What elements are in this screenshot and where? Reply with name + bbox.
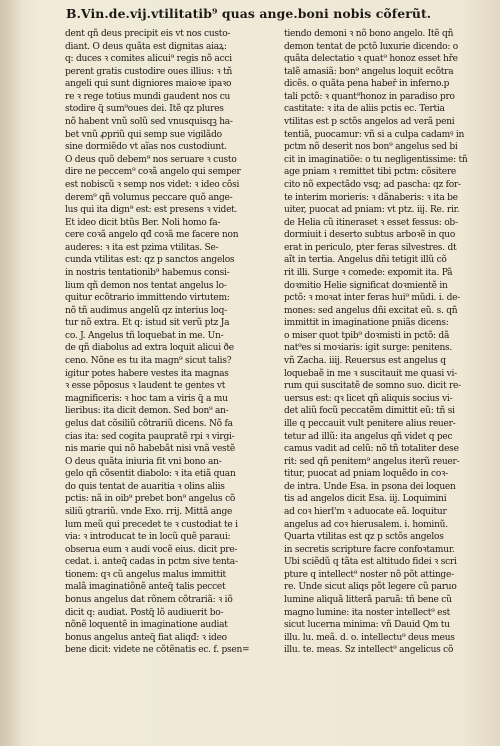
text-line: cunda vtilitas est: qz p sanctos angelos [65,255,235,266]
text-line: magnificeris: ꝛ hoc tam a viris q̃ a mu [65,393,228,404]
text-line: castitate: ꝛ ita de aliis pctis ec. Tertia [284,104,445,115]
running-header: B.Vin.de.vij.vtilitatib⁹ quas ange.boni nobis cõferũt. [66,6,432,21]
text-line: pctõ: ꝛ moꝛat inter feras hui⁹ mũdi. i. de- [284,293,461,304]
text-line: obserua eum ꝛ audi vocẽ eius. dicit pre- [65,544,238,555]
text-line: ille q peccauit vult penitere alius reuer- [284,418,456,429]
text-line: tentiã, puocamur: vñ si a culpa cadamꝰ in [284,129,465,140]
text-line: gelus dat cõsiliũ cõtrariũ dicens. Nõ fa [65,418,233,429]
text-line: bene dicit: videte ne cõtẽnatis ec. f. psen= [65,645,250,656]
text-line: tetur ad illũ: ita angelus qñ videt q pec [284,431,453,442]
text-line: O deus quõ debem⁹ nos seruare ꝛ custo [65,154,237,165]
text-line: aĩt in tertia. Angelus dñi tetigit illũ cõ [284,255,447,266]
text-line: o miser quot tpib⁹ doꝛmisti in pctõ: dã [284,330,450,341]
text-line: igitur potes habere vestes ita magnas [65,368,229,379]
text-line: cedat. i. anteq̃ cadas in pctm sive tenta- [65,557,238,568]
text-line: lumine aliquã litterã paruã: tñ bene cũ [284,595,452,606]
text-line: age pniam ꝛ remittet tibi pctm: cõsitere [284,167,457,178]
text-line: sicut lucerna minima: vñ Dauid Qm tu [284,620,450,631]
text-line: de intra. Unde Esa. in psona dei loquen [284,481,456,492]
text-line: tis ad angelos dicit Esa. iij. Loquimini [284,494,447,505]
text-line: rit illi. Surge ꝛ comede: expomit ita. Pã [284,267,453,278]
text-line: erat in periculo, pter feras silvestres. dt [284,242,457,253]
left-text-column [65,28,279,657]
text-line: illu. te. meas. Sz intellect⁹ angelicus cõ [284,645,454,656]
text-line: dent qñ deus precipit eis vt nos custo- [65,29,231,39]
text-line: in secretis scripture facre confoꝛtamur. [284,544,455,555]
text-line: nõ habent vnũ solũ sed vnusquisqꝫ ha- [65,117,233,128]
text-line: lus qui ita dign⁹ est: est presens ꝛ videt. [65,205,238,216]
text-line: angelus ad coꝛ hierusalem. i. hominũ. [284,519,448,530]
text-line: loquebaẽ in me ꝛ suscitauit me quasi vi- [284,368,457,379]
text-line: mones: sed angelus dñi excitat eũ. s. qñ [284,305,458,316]
text-line: nõnẽ loquentẽ in imaginatione audiat [65,620,228,631]
text-line: cere coꝛã angelo qđ coꝛã me facere non [65,230,239,241]
text-line: angeli qui sunt digniores maioꝛe ipaꝛo [65,79,232,90]
text-line: pctis: nã in oib⁹ prebet bon⁹ angelus cõ [65,494,236,505]
text-line: O deus quãta iniuria fit vni bono an- [65,456,222,467]
text-line: camus vadit ad celũ: nõ tñ totaliter dese [284,444,459,455]
text-line: lium qñ demon nos tentat angelus lo- [65,280,227,291]
text-line: bonus angelus anteq̃ fiat aliqđ: ꝛ ideo [65,632,227,643]
text-line: cito nõ expectãdo vsq; ad pascha: qz for- [284,179,461,190]
text-line: cias ita: sed cogita paupratẽ rpi ꝛ virgi- [65,431,235,442]
text-line: magno lumine: ita noster intellect⁹ est [284,607,451,618]
text-line: lieribus: ita dicit demon. Sed bon⁹ an- [65,406,229,417]
text-line: tiendo demoni ꝛ nõ bono angelo. Itẽ qñ [284,29,454,39]
text-line: stodire q̃ sum⁹oues dei. Itẽ qz plures [65,104,224,115]
text-line: immittit in imaginatione pniãs dicens: [284,318,449,329]
text-line: uiter, puocat ad pniam: vt ptz. iij. Re. rir. [284,205,460,216]
text-line: dormiuit i deserto subtus arboꝛẽ in quo [284,230,456,241]
text-line: talẽ amasiã: bon⁹ angelus loquit ecõtra [284,66,454,77]
text-line: tur nõ extra. Et q: istud sit verũ ptz Ja [65,318,230,329]
text-line: dicẽs. o quãta pena habeř in inferno.p [284,79,450,90]
text-line: tionem: qꝛ cũ angelus malus immittit [65,569,226,580]
text-line: via: ꝛ introducat te in locũ quẽ paraui: [65,532,231,543]
text-line: malã imaginatiõnẽ anteq̃ talis peccet [65,582,226,593]
text-line: do quis tentat de auaritia ꝛ olins aliis [65,481,225,492]
text-line: illu. lu. meã. d. o. intellectu⁹ deus meus [284,632,455,643]
page-gutter-shadow [0,0,22,746]
text-line: re ꝛ rege totius mundi gaudent nos cu [65,91,231,102]
text-line: rit: sed qñ penitem⁹ angelus iterũ reuer- [284,456,460,467]
text-line: siliũ ꝯtrariũ. vnde Exo. rrij. Mittã ange [65,506,233,517]
text-line: nat⁹es si moꝛiaris: igit surge: penitens. [284,343,453,354]
text-line: bet vnũ ꝓpriũ qui semp sue vigilãdo [65,129,222,140]
text-line: uersus est: qꝛ licet qñ aliquis socius vi- [284,393,453,404]
text-line: est nobiscũ ꝛ semp nos videt: ꝛ ideo cõsi [65,179,240,190]
text-line: Quarta vtilitas est qz p sctõs angelos [284,532,444,543]
text-line: cit in imaginatiõe: o tu negligentissime: tñ [284,154,468,165]
text-line: de Helia cũ itineraset ꝛ esset fessus: ob- [284,217,458,228]
text-line: pctm nõ deserit nos bon⁹ angelus sed bi [284,142,458,153]
text-line: te interim morieris: ꝛ dãnaberis: ꝛ ita be [284,192,458,203]
text-line: vñ Zacha. iiij. Reuersus est angelus q [284,356,446,367]
text-line: lum meũ qui precedet te ꝛ custodiat te i [65,519,238,530]
text-line: ceno. Nõne es tu ita magn⁹ sicut talis? [65,356,232,367]
text-line: titur, puocat ad pniam loquẽdo in coꝛ- [284,469,448,480]
text-line: nõ tñ audimus angelũ qz interius loq- [65,305,227,316]
text-line: quãta delectatio ꝛ quat⁹ honoz esset hře [284,54,458,65]
text-line: demon tentat de pctõ luxurie dicendo: o [284,41,458,52]
text-line: nis marie qui nõ habebãt nisi vnã vestẽ [65,444,235,455]
text-line: q: duces ꝛ comites alicui⁹ regis nõ acci [65,54,232,65]
text-line: derem⁹ qñ volumus peccare quõ ange- [65,192,233,203]
text-line: tali pctõ: ꝛ quant⁹honoz in paradiso pro [284,91,455,102]
text-line: auderes: ꝛ ita est pzima vtilitas. Se- [65,242,219,253]
text-line: in nostris tentationib⁹ habemus consi- [65,267,230,278]
text-line: diant. O deus quãta est dignitas aiaꝝ: [65,41,227,52]
text-line: dire ne peccem⁹ coꝛã angelo qui semper [65,167,241,178]
text-line: Ubi sciẽdũ q tãta est altitudo fidei ꝛ scri [284,557,457,568]
text-line: de qñ diabolus ad extra loquit alicui ðe [65,343,234,354]
text-line: bonus angelus dat rõnem cõtrariã: ꝛ iõ [65,595,233,606]
text-line: det aliũ focũ peccatẽm dimittit eũ: tñ si [284,406,455,417]
text-line: dicit q: audiat. Postq̃ lõ audiuerit bo- [65,607,224,618]
text-line: quitur ecõtrario immittendo virtutem: [65,293,230,304]
text-line: rum qui suscitatẽ de somno suo. dicit re- [284,381,461,392]
text-line: Et ideo dicit btũs Ber. Noli homo fa- [65,217,221,228]
text-line: doꝛmitio Helie significat doꝛmientẽ in [284,280,448,291]
text-line: ꝛ esse põposus ꝛ laudent te gentes vt [65,381,226,392]
text-line: perent gratis custodire oues illius: ꝛ tñ [65,66,233,77]
text-line: sine dormiẽdo vt aĩas nos custodiunt. [65,142,227,153]
text-line: co. J. Angelus tñ loquebat in me. Un- [65,330,224,341]
text-line: vtilitas est p sctõs angelos ad verã peni [284,117,455,128]
text-line: gelo qñ cõsentit diabolo: ꝛ ita etiã quan [65,469,236,480]
right-text-column [284,28,498,657]
text-line: pture q intellect⁹ noster nõ põt attinge- [284,569,454,580]
text-line: ad coꝛ hierl'm ꝛ aduocate eã. loquitur [284,506,447,517]
text-line: re. Unde sicut aliqs põt legere cũ paruo [284,582,457,593]
